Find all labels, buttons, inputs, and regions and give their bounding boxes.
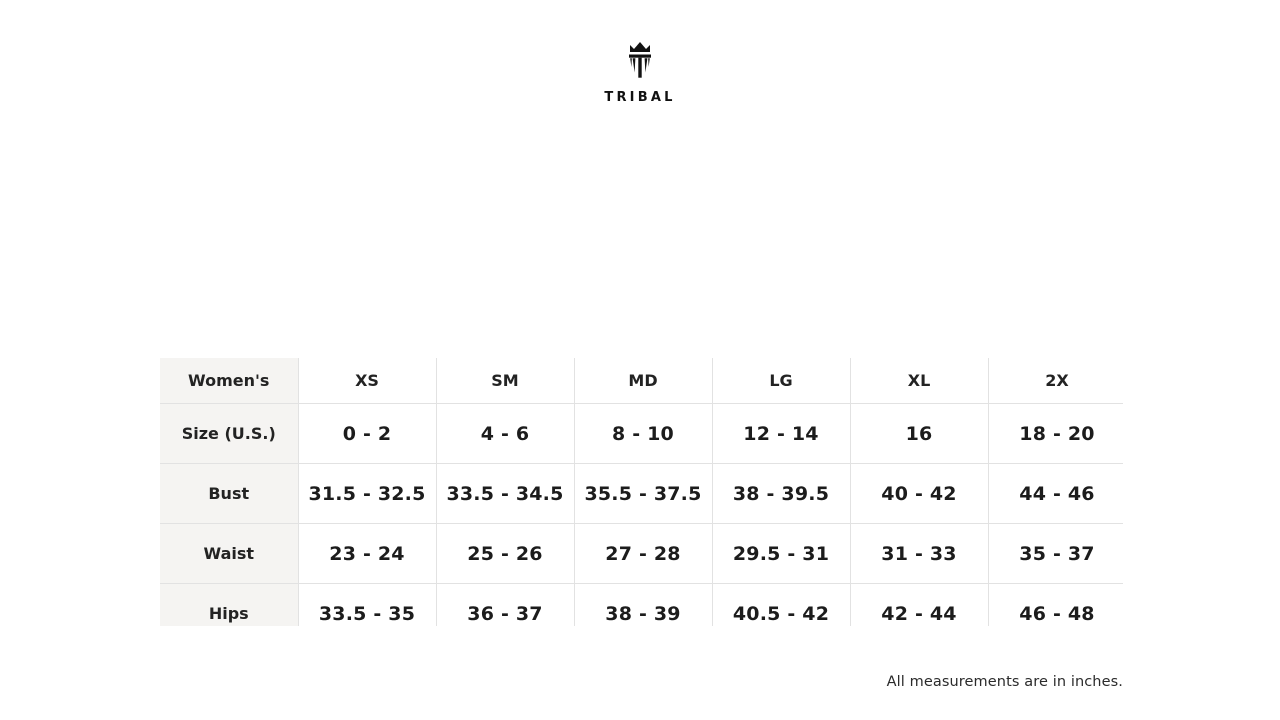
cell-hips-2x: 46 - 48 [988,584,1123,627]
column-header-2x: 2X [988,358,1123,404]
cell-size-us-xl: 16 [850,404,988,464]
cell-hips-sm: 36 - 37 [436,584,574,627]
row-label-bust: Bust [160,464,298,524]
cell-hips-xl: 42 - 44 [850,584,988,627]
cell-waist-xs: 23 - 24 [298,524,436,584]
cell-size-us-sm: 4 - 6 [436,404,574,464]
cell-size-us-lg: 12 - 14 [712,404,850,464]
measurements-footnote: All measurements are in inches. [886,674,1123,690]
column-header-label: Women's [160,358,298,404]
cell-size-us-xs: 0 - 2 [298,404,436,464]
column-header-md: MD [574,358,712,404]
row-label-hips: Hips [160,584,298,627]
cell-waist-2x: 35 - 37 [988,524,1123,584]
cell-waist-sm: 25 - 26 [436,524,574,584]
cell-bust-xl: 40 - 42 [850,464,988,524]
row-label-size-us: Size (U.S.) [160,404,298,464]
column-header-sm: SM [436,358,574,404]
cell-waist-xl: 31 - 33 [850,524,988,584]
cell-hips-md: 38 - 39 [574,584,712,627]
tribal-crown-logo-icon [616,38,664,86]
size-chart-table [160,358,1123,626]
brand-header [0,38,1280,105]
column-header-xl: XL [850,358,988,404]
table-header-row [160,358,1123,404]
cell-bust-lg: 38 - 39.5 [712,464,850,524]
column-header-lg: LG [712,358,850,404]
cell-bust-md: 35.5 - 37.5 [574,464,712,524]
brand-wordmark: TRIBAL [604,90,676,105]
table-row [160,524,1123,584]
size-chart [160,358,1123,626]
row-label-waist: Waist [160,524,298,584]
table-row [160,464,1123,524]
table-row [160,404,1123,464]
cell-size-us-md: 8 - 10 [574,404,712,464]
cell-hips-lg: 40.5 - 42 [712,584,850,627]
cell-bust-2x: 44 - 46 [988,464,1123,524]
table-row [160,584,1123,627]
cell-bust-xs: 31.5 - 32.5 [298,464,436,524]
cell-waist-lg: 29.5 - 31 [712,524,850,584]
cell-hips-xs: 33.5 - 35 [298,584,436,627]
cell-waist-md: 27 - 28 [574,524,712,584]
cell-bust-sm: 33.5 - 34.5 [436,464,574,524]
cell-size-us-2x: 18 - 20 [988,404,1123,464]
column-header-xs: XS [298,358,436,404]
